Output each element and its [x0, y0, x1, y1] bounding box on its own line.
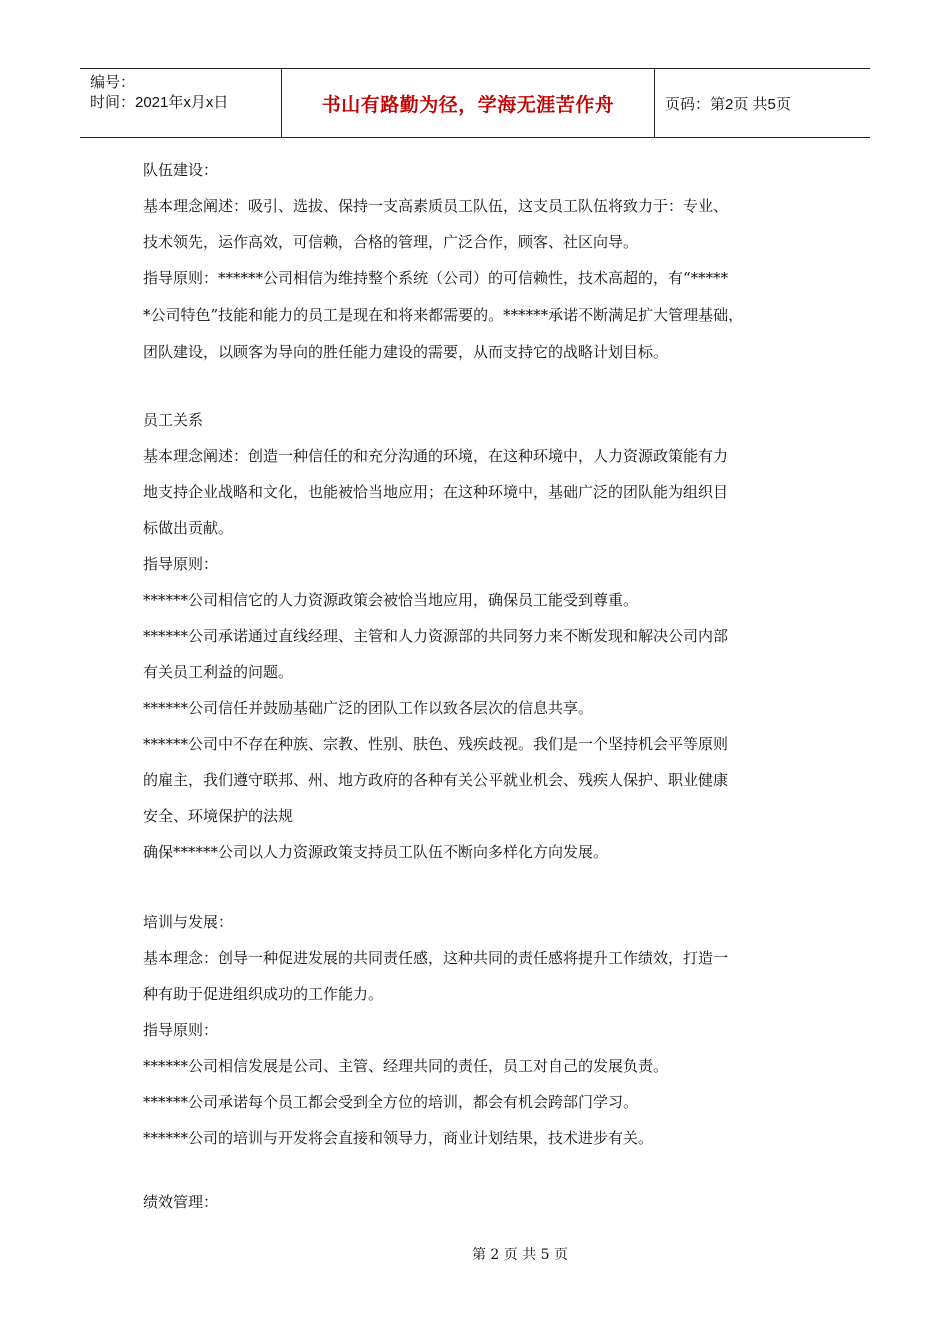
body-line: 有关员工利益的问题。 — [143, 663, 294, 681]
body-line: ******公司信任并鼓励基础广泛的团队工作以致各层次的信息共享。 — [143, 699, 594, 717]
body-line: ******公司中不存在种族、宗教、性别、肤色、残疾歧视。我们是一个坚持机会平等原则 — [143, 735, 729, 753]
body-line: 确保******公司以人力资源政策支持员工队伍不断向多样化方向发展。 — [143, 843, 609, 861]
body-line: 指导原则：******公司相信为维持整个系统（公司）的可信赖性，技术高超的，有“***** — [143, 269, 729, 287]
header-page-code: 页码：第2页 共5页 — [665, 95, 791, 113]
section-heading-training: 培训与发展： — [143, 913, 234, 931]
body-line: 基本理念阐述：创造一种信任的和充分沟通的环境，在这种环境中，人力资源政策能有力 — [143, 447, 729, 465]
body-line: ******公司承诺每个员工都会受到全方位的培训，都会有机会跨部门学习。 — [143, 1093, 639, 1111]
document-time-label: 时间：2021年x月x日 — [90, 94, 229, 111]
section-heading-team: 队伍建设： — [143, 161, 219, 179]
body-line: 的雇主，我们遵守联邦、州、地方政府的各种有关公平就业机会、残疾人保护、职业健康 — [143, 771, 729, 789]
page-header — [80, 68, 870, 138]
body-line: 基本理念：创导一种促进发展的共同责任感，这种共同的责任感将提升工作绩效，打造一 — [143, 949, 729, 967]
body-line: 标做出贡献。 — [143, 519, 234, 537]
body-line: *公司特色”技能和能力的员工是现在和将来都需要的。******承诺不断满足扩大管理基础， — [143, 306, 744, 324]
body-line: 团队建设，以顾客为导向的胜任能力建设的需要，从而支持它的战略计划目标。 — [143, 343, 669, 361]
header-motto: 书山有路勤为径，学海无涯苦作舟 — [321, 94, 615, 116]
header-left-cell — [80, 69, 281, 137]
page-footer: 第 2 页 共 5 页 — [471, 1247, 569, 1263]
section-heading-performance: 绩效管理： — [143, 1193, 219, 1211]
document-number-label: 编号： — [90, 74, 136, 91]
body-line: ******公司承诺通过直线经理、主管和人力资源部的共同努力来不断发现和解决公司内部 — [143, 627, 729, 645]
section-heading-employee-relations: 员工关系 — [143, 411, 204, 429]
header-motto-cell — [281, 69, 655, 137]
body-line: 指导原则： — [143, 555, 219, 573]
header-right-cell — [655, 69, 870, 137]
body-line: ******公司的培训与开发将会直接和领导力，商业计划结果，技术进步有关。 — [143, 1129, 654, 1147]
body-line: 基本理念阐述：吸引、选拔、保持一支高素质员工队伍，这支员工队伍将致力于：专业、 — [143, 197, 729, 215]
body-line: 技术领先，运作高效，可信赖，合格的管理，广泛合作，顾客、社区向导。 — [143, 233, 639, 251]
body-line: 地支持企业战略和文化，也能被恰当地应用；在这种环境中，基础广泛的团队能为组织目 — [143, 483, 729, 501]
body-line: 种有助于促进组织成功的工作能力。 — [143, 985, 384, 1003]
body-line: 指导原则： — [143, 1021, 219, 1039]
body-line: 安全、环境保护的法规 — [143, 807, 294, 825]
body-line: ******公司相信它的人力资源政策会被恰当地应用，确保员工能受到尊重。 — [143, 591, 639, 609]
body-line: ******公司相信发展是公司、主管、经理共同的责任，员工对自己的发展负责。 — [143, 1057, 669, 1075]
